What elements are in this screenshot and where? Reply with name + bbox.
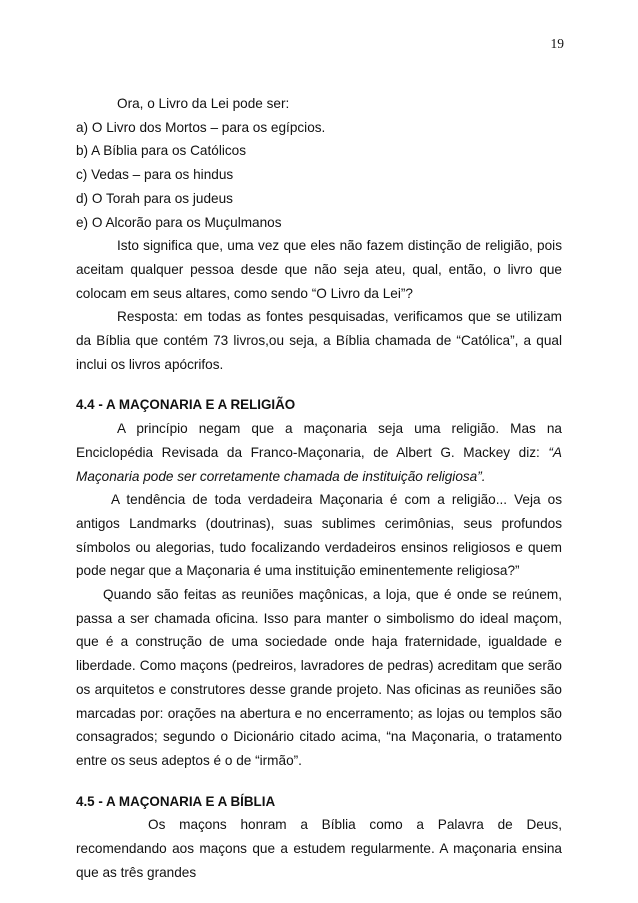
section-heading-4-5: 4.5 - A MAÇONARIA E A BÍBLIA [76, 793, 276, 809]
section-4-4-paragraph-2: A tendência de toda verdadeira Maçonaria é com a religião... Veja os antigos Landmarks (doutrinas), suas sublimes cerimônias, seus profundos símbolos ou alegorias, tudo focalizando verdadeiros ensinos religiosos e quem pode negar que a Maçonaria é uma instituição eminentemente religiosa?” [76, 492, 562, 579]
list-item-a: a) O Livro dos Mortos – para os egípcios. [76, 119, 326, 135]
section-4-4-paragraph-3: Quando são feitas as reuniões maçônicas, a loja, que é onde se reúnem, passa a ser chamada oficina. Isso para manter o simbolismo do ideal maçom, que é a construção de uma sociedade onde haja fraternidade, igualdade e liberdade. Como maçons (pedreiros, lavradores de pedras) acreditam que serão os arquitetos e construtores desse grande projeto. Nas oficinas as reuniões são marcadas por: orações na abertura e no encerramento; as lojas ou templos são consagrados; segundo o Dicionário citado acima, “na Maçonaria, o tratamento entre os seus adeptos é o de “irmão”. [76, 587, 562, 768]
page-body [76, 92, 562, 885]
page-number: 19 [550, 36, 564, 51]
section-heading-4-4: 4.4 - A MAÇONARIA E A RELIGIÃO [76, 397, 296, 413]
list-item-e: e) O Alcorão para os Muçulmanos [76, 214, 282, 230]
list-item-d: d) O Torah para os judeus [76, 190, 233, 206]
list-item-c: c) Vedas – para os hindus [76, 167, 234, 183]
intro-paragraph-2: Resposta: em todas as fontes pesquisadas, verificamos que se utilizam da Bíblia que contém 73 livros,ou seja, a Bíblia chamada de “Católica”, a qual inclui os livros apócrifos. [76, 309, 562, 372]
section-4-5-paragraph-1: Os maçons honram a Bíblia como a Palavra de Deus, recomendando aos maçons que a estudem regularmente. A maçonaria ensina que as três grandes [76, 817, 562, 880]
mackey-quote: “A Maçonaria pode ser corretamente chamada de instituição religiosa”. [76, 444, 562, 484]
intro-paragraph-1: Isto significa que, uma vez que eles não fazem distinção de religião, pois aceitam qualquer pessoa desde que não seja ateu, qual, então, o livro que colocam em seus altares, como sendo “O Livro da Lei”? [76, 238, 562, 301]
intro-lead: Ora, o Livro da Lei pode ser: [117, 96, 290, 111]
list-item-b: b) A Bíblia para os Católicos [76, 143, 247, 159]
section-4-4-paragraph-1-text: A princípio negam que a maçonaria seja uma religião. Mas na Enciclopédia Revisada da Franco-Maçonaria, de Albert G. Mackey diz: [76, 421, 562, 460]
section-4-4-paragraph-1 [76, 417, 562, 488]
